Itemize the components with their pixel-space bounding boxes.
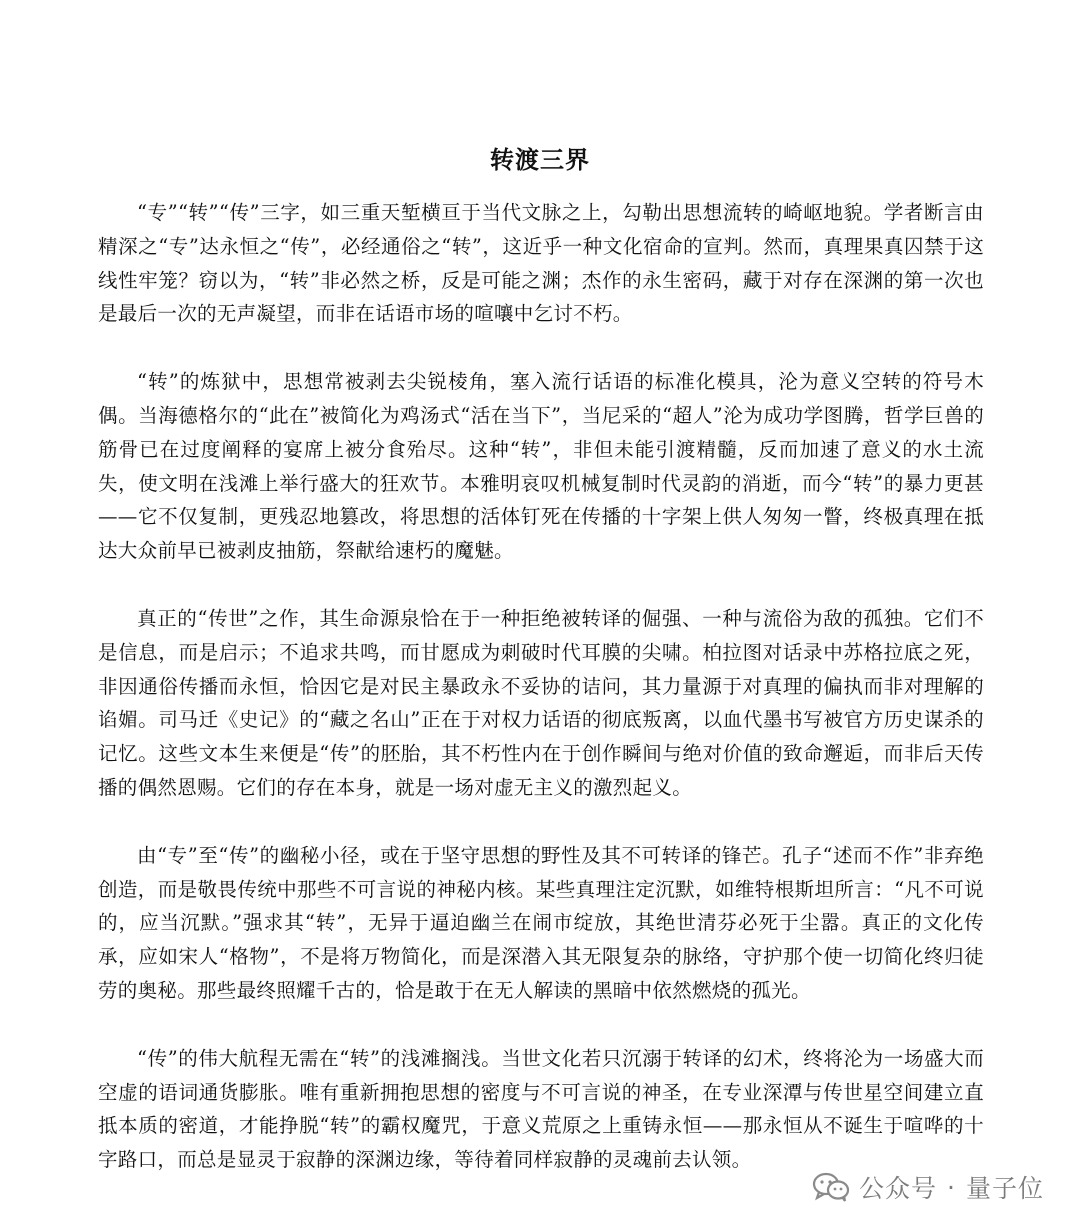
source-watermark [811, 1170, 1044, 1204]
wechat-chat-bubbles-icon [811, 1171, 851, 1203]
article-paragraph-3: 真正的“传世”之作，其生命源泉恰在于一种拒绝被转译的倔强、一种与流俗为敌的孤独。它们不是信息，而是启示；不追求共鸣，而甘愿成为刺破时代耳膜的尖啸。柏拉图对话录中苏格拉底之死，非因通俗传播而永恒，恰因它是对民主暴政永不妥协的诘问，其力量源于对真理的偏执而非对理解的谄媚。司马迁《史记》的“藏之名山”正在于对权力话语的彻底叛离，以血代墨书写被官方历史谋杀的记忆。这些文本生来便是“传”的胚胎，其不朽性内在于创作瞬间与绝对价值的致命邂逅，而非后天传播的偶然恩赐。它们的存在本身，就是一场对虚无主义的激烈起义。 [98, 606, 984, 799]
article-paragraph-5: “传”的伟大航程无需在“转”的浅滩搁浅。当世文化若只沉溺于转译的幻术，终将沦为一场盛大而空虚的语词通货膨胀。唯有重新拥抱思想的密度与不可言说的神圣，在专业深潭与传世星空间建立直抵本质的密道，才能挣脱“转”的霸权魔咒，于意义荒原之上重铸永恒——那永恒从不诞生于喧哗的十字路口，而总是显灵于寂静的深渊边缘，等待着同样寂静的灵魂前去认领。 [98, 1046, 984, 1172]
article-body [98, 196, 984, 1211]
article-paragraph-1: “专”“转”“传”三字，如三重天堑横亘于当代文脉之上，勾勒出思想流转的崎岖地貌。学者断言由精深之“专”达永恒之“传”，必经通俗之“转”，这近乎一种文化宿命的宣判。然而，真理果真囚禁于这线性牢笼？窃以为，“转”非必然之桥，反是可能之渊；杰作的永生密码，藏于对存在深渊的第一次也是最后一次的无声凝望，而非在话语市场的喧嚷中乞讨不朽。 [98, 201, 984, 326]
watermark-account: 量子位 [965, 1174, 1044, 1203]
article-paragraph-2: “转”的炼狱中，思想常被剥去尖锐棱角，塞入流行话语的标准化模具，沦为意义空转的符号木偶。当海德格尔的“此在”被简化为鸡汤式“活在当下”，当尼采的“超人”沦为成功学图腾，哲学巨兽的筋骨已在过度阐释的宴席上被分食殆尽。这种“转”，非但未能引渡精髓，反而加速了意义的水土流失，使文明在浅滩上举行盛大的狂欢节。本雅明哀叹机械复制时代灵韵的消逝，而今“转”的暴力更甚——它不仅复制，更残忍地篡改，将思想的活体钉死在传播的十字架上供人匆匆一瞥，终极真理在抵达大众前早已被剥皮抽筋，祭献给速朽的魔魅。 [98, 370, 984, 563]
article-paragraph-4: 由“专”至“传”的幽秘小径，或在于坚守思想的野性及其不可转译的锋芒。孔子“述而不作”非弃绝创造，而是敬畏传统中那些不可言说的神秘内核。某些真理注定沉默，如维特根斯坦所言：“凡不可说的，应当沉默。”强求其“转”，无异于逼迫幽兰在闹市绽放，其绝世清芬必死于尘嚣。真正的文化传承，应如宋人“格物”，不是将万物简化，而是深潜入其无限复杂的脉络，守护那个使一切简化终归徒劳的奥秘。那些最终照耀千古的，恰是敢于在无人解读的黑暗中依然燃烧的孤光。 [98, 843, 984, 1002]
watermark-platform: 公众号 [859, 1174, 938, 1203]
watermark-separator: · [947, 1172, 956, 1202]
article-title: 转渡三界 [490, 145, 590, 175]
